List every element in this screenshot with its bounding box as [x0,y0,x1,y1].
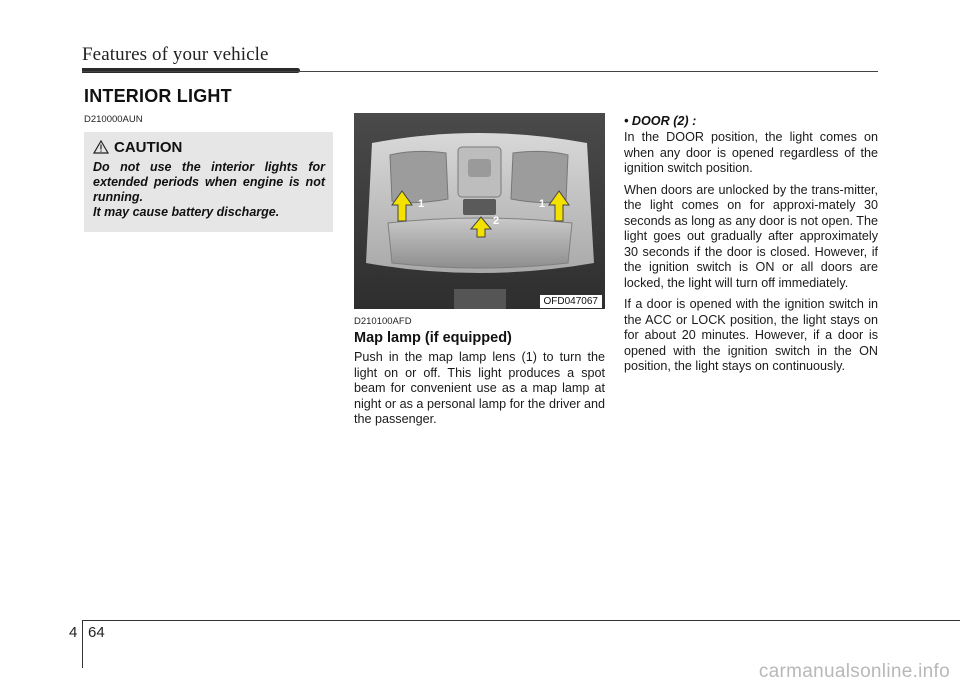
caution-line: Do not use the interior lights for extended periods when engine is not running. [93,160,325,204]
map-lamp-code: D210100AFD [354,316,412,327]
figure-code: OFD047067 [540,295,602,308]
warning-triangle-icon [93,140,109,154]
map-lamp-title: Map lamp (if equipped) [354,330,512,346]
page-header-title: Features of your vehicle [82,44,269,65]
chapter-number: 4 [69,624,78,641]
callout-label-1-right: 1 [539,198,546,210]
map-lamp-figure [354,113,605,309]
watermark: carmanualsonline.info [758,661,950,682]
door-text [624,130,878,381]
door-paragraph: If a door is opened with the ignition switch in the ACC or LOCK position, the light stays on for about 20 minutes. However, if a door is opened with the ignition switch in the ON position, the light stays on continuously. [624,297,878,373]
caution-title: CAUTION [114,139,183,156]
map-lamp-illustration [354,113,605,309]
section-title: INTERIOR LIGHT [84,86,232,106]
caution-box [84,132,333,232]
callout-label-2: 2 [493,215,500,227]
footer-divider [82,620,83,668]
page-number: 64 [88,624,105,641]
door-paragraph: When doors are unlocked by the trans-mitter, the light comes on for approxi-mately 30 seconds as long as any door is not open. The light goes out gradually after approximately 30 seconds if the door is closed. However, if the ignition switch is ON or all doors are locked, the light will turn off immediately. [624,182,878,290]
footer-rule [82,620,960,621]
callout-label-1-left: 1 [418,198,425,210]
section-code: D210000AUN [84,114,143,125]
door-paragraph: In the DOOR position, the light comes on when any door is opened regardless of the ignition switch position. [624,130,878,175]
map-lamp-paragraph: Push in the map lamp lens (1) to turn the light on or off. This light produces a spot beam for convenient use as a map lamp at night or as a personal lamp for the driver and the passenger. [354,350,605,426]
door-title: • DOOR (2) : [624,114,697,128]
header-rule [82,71,878,72]
caution-body [93,160,325,220]
map-lamp-text [354,350,605,434]
caution-line: It may cause battery discharge. [93,205,280,219]
